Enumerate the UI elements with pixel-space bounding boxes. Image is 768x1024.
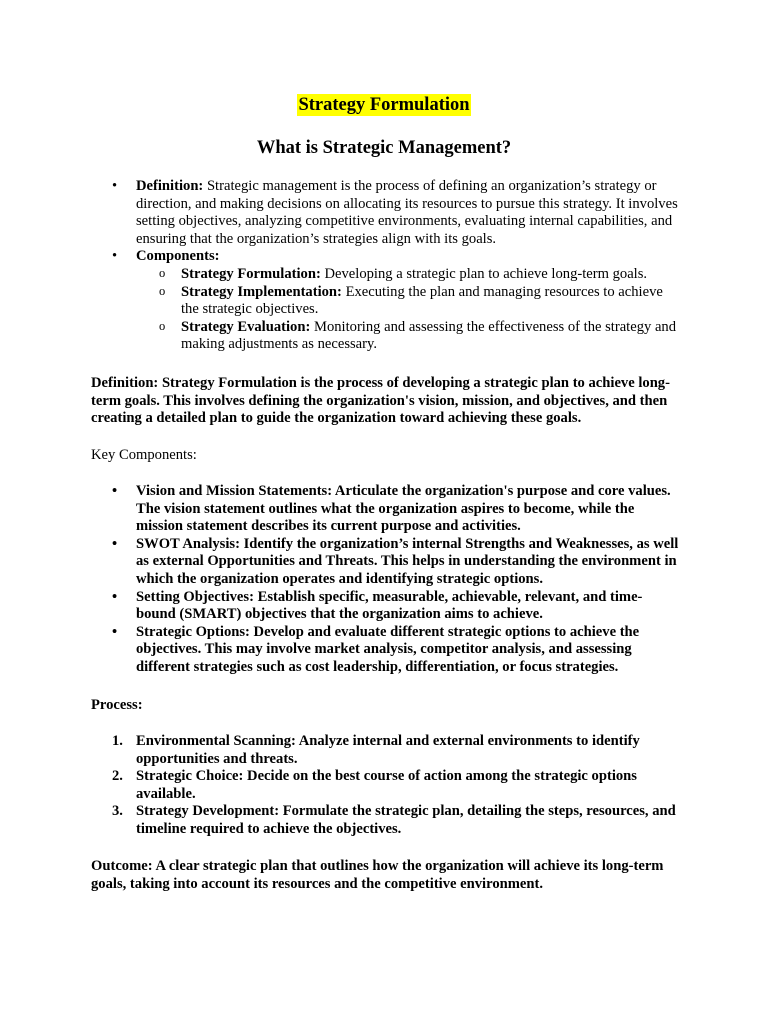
key-components-list [91,483,681,677]
process-step [91,733,681,768]
process-block [91,733,681,839]
step-number: 2. [112,768,123,785]
key-components-block [91,483,681,677]
sub-text: Monitoring and assessing the effectiveness of the strategy and making adjustments as necessary. [181,318,677,353]
list-item: • SWOT Analysis: Identify the organization’s internal Strengths and Weaknesses, as well as external Opportunities and Threats. This helps in understanding the environment in which the organization operates and identifying strategic options. [91,536,681,589]
sublist-item [136,266,681,284]
item-label: Components: [136,248,220,265]
components-sublist [136,266,681,354]
outcome-paragraph: Outcome: A clear strategic plan that outlines how the organization will achieve its long-term goals, taking into account its resources and the competitive environment. [91,858,664,892]
list-item-components [91,248,681,354]
section-heading: What is Strategic Management? [256,138,512,158]
list-item: • Strategic Options: Develop and evaluate different strategic options to achieve the objectives. This may involve market analysis, competitor analysis, and assessing different strategies such as cost leadership, differentiation, or focus strategies. [91,624,681,677]
list-item: • Vision and Mission Statements: Articulate the organization's purpose and core values. The vision statement outlines what the organization aspires to become, while the mission statement describes its current purpose and activities. [91,483,681,536]
key-components-heading: Key Components: [91,447,197,463]
process-list [91,733,681,839]
sub-label: Strategy Evaluation: [181,318,311,335]
sublist-item [136,284,681,319]
step-text: Strategic Choice: Decide on the best course of action among the strategic options available. [136,768,637,802]
definition-paragraph: Definition: Strategy Formulation is the process of developing a strategic plan to achieve long-term goals. This involves defining the organization's vision, mission, and objectives, and then creating a detailed plan to guide the organization toward achieving these goals. [91,375,670,427]
item-label: Definition: [136,178,204,194]
process-step [91,768,681,803]
intro-list-block [91,178,681,354]
step-text: Strategy Development: Formulate the strategic plan, detailing the steps, resources, and timeline required to achieve the objectives. [136,803,676,837]
process-heading: Process: [91,697,143,713]
sub-text: Executing the plan and managing resources to achieve the strategic objectives. [181,283,663,318]
step-text: Environmental Scanning: Analyze internal and external environments to identify opportunities and threats. [136,733,640,767]
sublist-item [136,319,681,354]
process-step [91,803,681,838]
intro-list [91,178,681,354]
sub-label: Strategy Formulation: [181,265,321,282]
list-item-definition [91,178,681,248]
document-title: Strategy Formulation [298,95,470,115]
title-wrap [0,94,768,116]
sub-label: Strategy Implementation: [181,283,342,300]
sub-text: Developing a strategic plan to achieve long-term goals. [320,265,648,282]
step-number: 1. [112,733,123,749]
step-number: 3. [112,803,123,820]
list-item: • Setting Objectives: Establish specific, measurable, achievable, relevant, and time-bound (SMART) objectives that the organization aims to achieve. [91,589,681,624]
item-text: Strategic management is the process of defining an organization’s strategy or direction, and making decisions on allocating its resources to pursue this strategy. It involves setting objectives, analyzing competitive environments, evaluating internal capabilities, and ensuring that the organization’s strategies align with its goals. [136,178,678,247]
